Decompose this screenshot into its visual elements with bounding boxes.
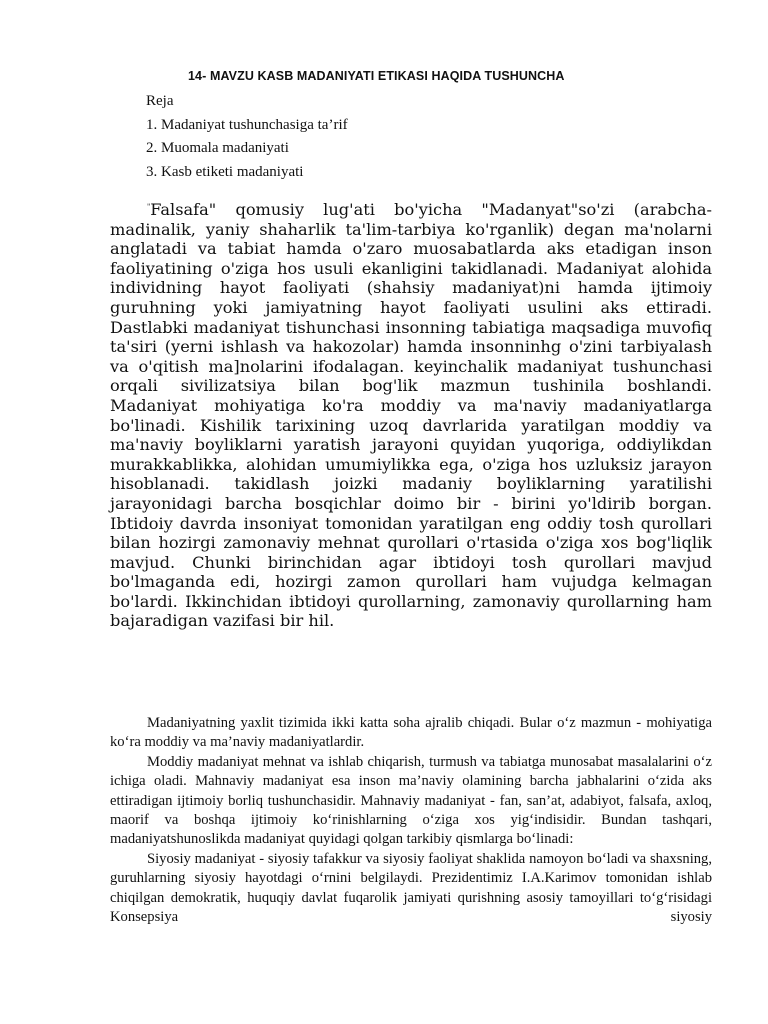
body-paragraph: Siyosiy madaniyat - siyosiy tafakkur va siyosiy faoliyat shaklida namoyon bo‘ladi va shaxsning, guruhlarning siyosiy hayotdagi o‘rnini belgilaydi. Prezidentimiz I.A.Karimov tomonidan ishlab chiqilgan demokratik, huquqiy davlat fuqarolik jamiyati qurishning asosiy tamoyillari to‘g‘risidagi Konsepsiya siyosiy — [110, 850, 712, 926]
main-text-small — [110, 714, 712, 927]
body-paragraph: Madaniyatning yaxlit tizimida ikki katta soha ajralib chiqadi. Bular o‘z mazmun - mohiyatiga ko‘ra moddiy va ma’naviy madaniyatlardir. — [110, 715, 712, 751]
large-paragraph: Madaniyat mohiyatiga ko'ra moddiy va ma'naviy madaniyatlarga bo'linadi. Kishilik tarixining uzoq davrlarida yaratilgan moddiy va ma'naviy boyliklarni yaratish jarayoni quyidan yuqoriga, oddiylikdan murakkablikka, alohidan umumiylikka ega, o'ziga hos uzluksiz jarayon hisoblanadi. takidlash joizki madaniy boyliklarning yaratilishi jarayonidagi barcha bosqichlar doimo bir - birini yo'ldirib borgan. — [110, 395, 712, 513]
plan-heading: Reja — [146, 93, 174, 109]
opening-quote-mark: " — [147, 203, 151, 211]
plan-item: 3. Kasb etiketi madaniyati — [146, 163, 304, 180]
plan-item: 2. Muomala madaniyati — [146, 140, 289, 156]
large-paragraph: Dastlabki madaniyat tishunchasi insonning tabiatiga maqsadiga muvofiq ta'siri (yerni ishlash va hakozolar) hamda insonninhg o'zini tarbiyalash va o'qitish ma]nolarini ifodalagan. keyinchalik madaniyat tushunchasi orqali sivilizatsiya bilan bog'lik mazmun tushinila boshlandi. — [110, 317, 712, 396]
main-text-large — [110, 198, 712, 631]
plan-item: 1. Madaniyat tushunchasiga ta’rif — [146, 116, 348, 133]
body-paragraph: Moddiy madaniyat mehnat va ishlab chiqarish, turmush va tabiatga munosabat masalalarini o‘z ichiga oladi. Mahnaviy madaniyat esa inson ma’naviy olamining barcha jabhalarini o‘zida aks ettiradigan ijtimoiy borliq tushunchasidir. Mahnaviy madaniyat - fan, san’at, adabiyot, falsafa, axloq, maorif va boshqa ijtimoiy ko‘rinishlarning o‘ziga xos yig‘indisidir. Bundan tashqari, madaniyatshunoslikda madaniyat quyidagi qolgan tarkibiy qismlarga bo‘linadi: — [110, 753, 712, 848]
document-title: 14- MAVZU KASB MADANIYATI ETIKASI HAQIDA TUSHUNCHA — [188, 69, 565, 83]
large-paragraph: "Falsafa" qomusiy lug'ati bo'yicha "Madanyat"so'zi (arabcha- madinalik, yaniy shaharlik ta'lim-tarbiya ko'rganlik) degan ma'nolarni anglatadi va tabiat hamda o'zaro muosabatlarda aks etadigan inson faoliyatining o'ziga hos usuli ekanligini takidlanadi. Madaniyat alohida individning hayot faoliyati (shahsiy madaniyat)ni hamda ijtimoiy guruhning yoki jamiyatning hayot faoliyati usulini aks ettiradi. — [110, 200, 712, 317]
large-paragraph: Ibtidoiy davrda insoniyat tomonidan yaratilgan eng oddiy tosh qurollari bilan hozirgi zamonaviy mehnat qurollari o'rtasida o'ziga xos bog'liqlik mavjud. Chunki birinchidan agar ibtidoyi tosh qurollari mavjud bo'lmaganda edi, hozirgi zamon qurollari ham vujudga kelmagan bo'lardi. Ikkinchidan ibtidoyi qurollarning, zamonaviy qurollarning ham bajaradigan vazifasi bir hil. — [110, 513, 712, 631]
plan-list — [146, 114, 348, 185]
